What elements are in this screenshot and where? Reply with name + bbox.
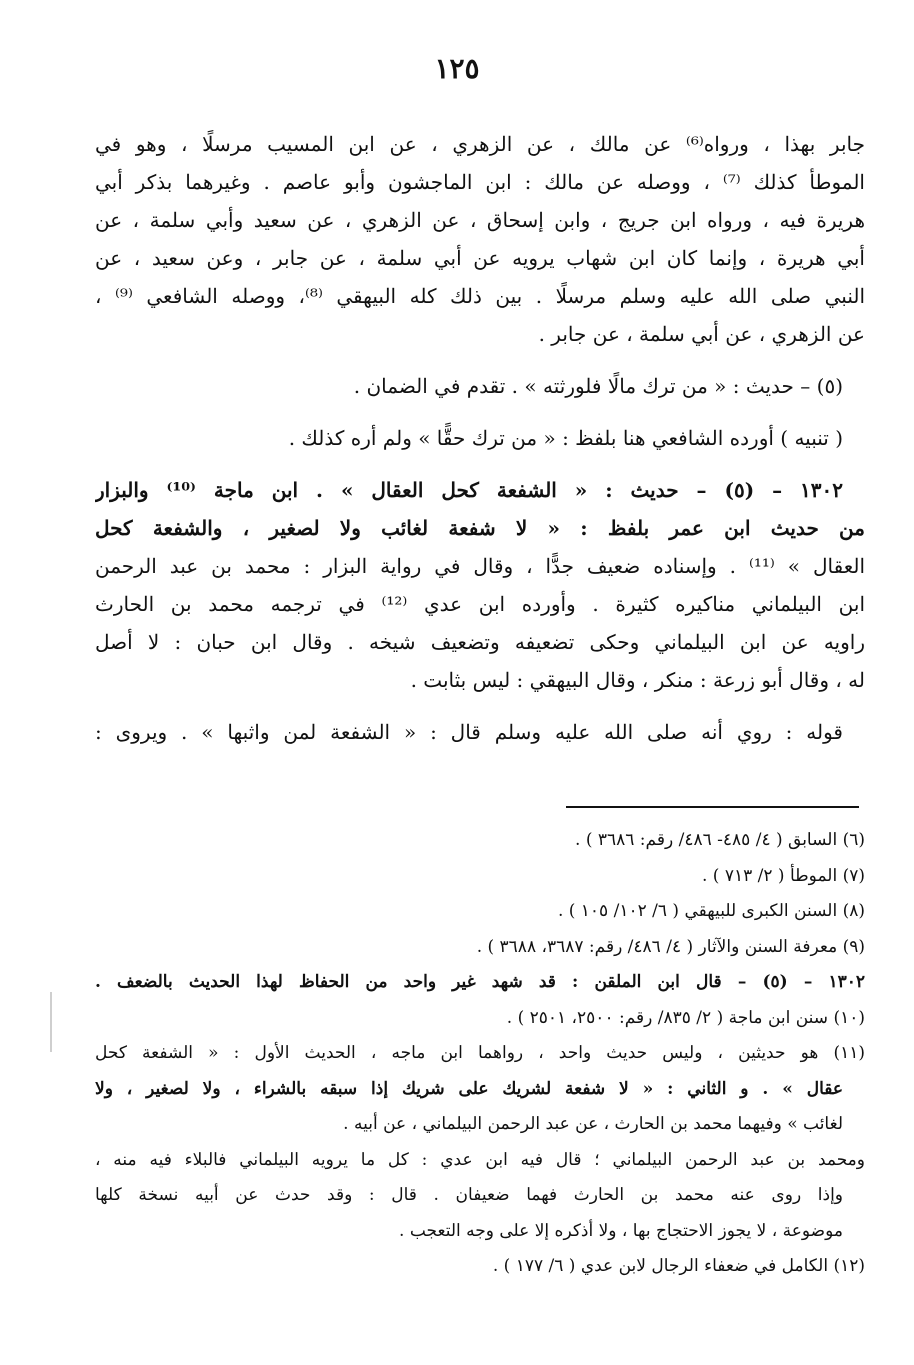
footnote-line: (٦) السابق ( ٤/ ٤٨٥- ٤٨٦/ رقم: ٣٦٨٦ ) .	[575, 830, 865, 850]
hadith-1302-line: ١٣٠٢ – (٥) – حديث : « الشفعة كحل العقال » . ابن ماجة ⁽¹⁰⁾ والبزار	[95, 478, 844, 502]
footnote-line: (٧) الموطأ ( ٢/ ٧١٣ ) .	[701, 865, 865, 886]
tanbih-line: ( تنبيه ) أورده الشافعي هنا بلفظ : « من ترك حقًّا » ولم أره كذلك .	[288, 426, 843, 450]
footnote-line: ١٣٠٢ – (٥) – قال ابن الملقن : قد شهد غير واحد من الحفاظ لهذا الحديث بالضعف .	[95, 972, 865, 992]
body-line: الموطأ كذلك ⁽⁷⁾ ، ووصله عن مالك : ابن الماجشون وأبو عاصم . وغيرهما بذكر أبي	[95, 170, 865, 194]
hadith-1302-line: له ، وقال أبو زرعة : منكر ، وقال البيهقي : ليس بثابت .	[410, 668, 865, 692]
footnote-line: وإذا روى عنه محمد بن الحارث فهما ضعيفان . قال : وقد حدث عن أبيه نسخة كلها	[95, 1185, 843, 1205]
footnote-line: عقال » . و الثاني : « لا شفعة لشريك على شريك إذا سبقه بالشراء ، ولا لصغير ، ولا	[95, 1078, 843, 1099]
body-line: هريرة فيه ، ورواه ابن جريج ، وابن إسحاق ، عن الزهري ، عن سعيد وأبي سلمة ، عن	[95, 208, 865, 232]
footnote-line: ومحمد بن عبد الرحمن البيلماني ؛ قال فيه ابن عدي : كل ما يرويه البيلماني فالبلاء فيه منه ،	[95, 1149, 865, 1170]
main-text	[95, 125, 865, 751]
hadith-1302-line: راويه عن ابن البيلماني وحكى تضعيفه وتضعيف شيخه . وقال ابن حبان : لا أصل	[95, 630, 865, 654]
footnote-line: موضوعة ، لا يجوز الاحتجاج بها ، ولا أذكره إلا على وجه التعجب .	[399, 1220, 843, 1241]
footnote-line: (٩) معرفة السنن والآثار ( ٤/ ٤٨٦/ رقم: ٣٦٨٧، ٣٦٨٨ ) .	[476, 936, 865, 957]
footnote-line: (٨) السنن الكبرى للبيهقي ( ٦/ ١٠٢/ ١٠٥ ) .	[557, 901, 865, 921]
hadith-1302-line: العقال » ⁽¹¹⁾ . وإسناده ضعيف جدًّا ، وقال في رواية البزار : محمد بن عبد الرحمن	[95, 554, 865, 578]
body-line: عن الزهري ، عن أبي سلمة ، عن جابر .	[538, 322, 865, 346]
body-line: النبي صلى الله عليه وسلم مرسلًا . بين ذلك كله البيهقي ⁽⁸⁾، ووصله الشافعي ⁽⁹⁾ ،	[95, 284, 865, 308]
body-line: أبي هريرة ، وإنما كان ابن شهاب يرويه عن أبي سلمة ، عن جابر ، وعن سعيد ، عن	[95, 246, 865, 270]
qawluhu-line: قوله : روي أنه صلى الله عليه وسلم قال : « الشفعة لمن واثبها » . ويروى :	[95, 720, 843, 744]
footnote-line: (١٠) سنن ابن ماجة ( ٢/ ٨٣٥/ رقم: ٢٥٠٠، ٢٥٠١ ) .	[506, 1007, 865, 1028]
hadith-1302-line: من حديث ابن عمر بلفظ : « لا شفعة لغائب ولا لصغير ، والشفعة كحل	[95, 516, 865, 540]
footnotes	[95, 823, 865, 1285]
body-line: جابر بهذا ، ورواه⁽⁶⁾ عن مالك ، عن الزهري ، عن ابن المسيب مرسلًا ، وهو في	[95, 132, 865, 156]
footnote-line: (١٢) الكامل في ضعفاء الرجال لابن عدي ( ٦/ ١٧٧ ) .	[492, 1256, 865, 1276]
footnote-line: (١١) هو حديثين ، وليس حديث واحد ، رواهما ابن ماجه ، الحديث الأول : « الشفعة كحل	[95, 1043, 865, 1063]
margin-mark	[50, 992, 52, 1052]
hadith-1302-line: ابن البيلماني مناكيره كثيرة . وأورده ابن عدي ⁽¹²⁾ في ترجمه محمد بن الحارث	[95, 592, 865, 616]
page-number: ١٢٥	[434, 52, 480, 85]
footnote-line: لغائب » وفيهما محمد بن الحارث ، عن عبد الرحمن البيلماني ، عن أبيه .	[343, 1114, 843, 1134]
hadith-5-line: (٥) – حديث : « من ترك مالًا فلورثته » . تقدم في الضمان .	[353, 374, 843, 398]
footnote-separator	[566, 806, 859, 808]
